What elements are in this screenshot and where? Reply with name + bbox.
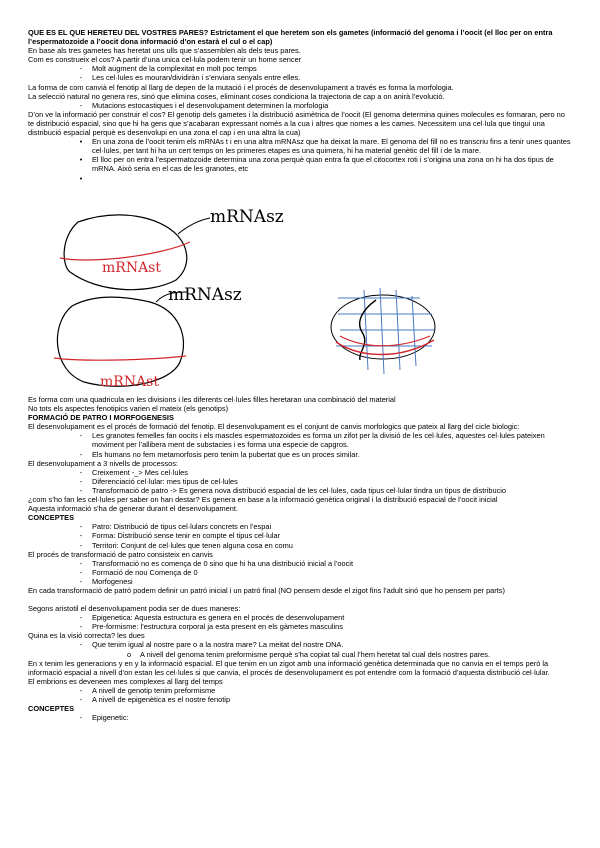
notes-top-section [28,28,572,183]
bullet-marker: - [79,522,83,532]
hand-drawn-figure [40,198,560,390]
bullet-marker: - [79,713,83,723]
bullet-marker: - [79,531,83,541]
bullet-marker: - [79,558,83,568]
list-item-text: El lloc per on entra l’espermatozoide determina una zona perquè quan entra fa que el citocortex roti i s’origina una zona on hi ha dos tipus de mRNA. Això seria en el cas de les granotes, etc [92,155,554,174]
grid-diagram [331,288,435,374]
list-item [28,101,572,110]
bullet-marker: • [79,155,83,165]
list-item-text: A nivell de epigenètica es el nostre fenotip [92,695,231,704]
list-item [28,568,572,577]
hand-label: mRNAst [102,260,161,276]
hand-label: mRNAst [100,374,159,390]
paragraph: El procés de transformació de patro consisteix en canvis [28,549,213,559]
paragraph: En x tenim les generacions y en y la informació espacial. El que tenim en un zigot amb una informació genètica determinada que no canvia en el temps però la informació espacial a nivell d’on estan les cel·lules si que canvia, el procés de desenvolupament es pot entendre com la formació d’aquesta distribució cel·lular. [28,658,550,677]
label-pointer-top [178,218,210,234]
list-item-text: En una zona de l’oocit tenim els mRNAs t i en una altra mRNAsz que ha deixat la mare. El genoma del fill no es transcriu fins a tenir unes quantes cel·lules, per tant hi ha un cert temps on les primeres etapes es una quimera, hi ha material genètic del fill i de la mare. [92,137,571,156]
list-item [28,73,572,82]
paragraph: Segons aristotil el desenvolupament podia ser de dues maneres: [28,604,241,614]
list-item-text: Transformació no es comença de 0 sino que hi ha una distribució inicial a l’oocit [92,558,354,568]
bullet-marker: - [79,476,83,486]
bullet-marker: - [79,100,83,110]
bullet-marker: - [79,467,83,477]
paragraph: Com es construeix el cos? A partir d’una unica cel·lula podem tenir un home sencer [28,55,302,65]
list-item-text: Mutacions estocastiques i el desenvolupament determinen la morfologia [92,100,329,110]
cell-divide-line-top [60,242,190,260]
list-item-text: Epigenetica: Aquesta estructura es genera en el procés de desenvolupament [92,613,345,623]
notes-bottom-section [28,395,572,722]
bullet-marker: - [79,64,83,74]
cell-divide-line-bottom [54,356,186,360]
list-item-text: Diferenciació cel·lular: mes tipus de cel·lules [92,476,238,486]
list-item-text: Formació de nou Comença de 0 [92,567,198,577]
list-item [28,477,572,486]
list-item [28,155,572,173]
spacer [28,595,572,604]
list-item-text: A nivell de genotip tenim preformisme [92,685,216,695]
list-item [28,577,572,586]
paragraph: El embrions es deveneen mes complexes al llarg del temps [28,676,223,686]
hand-label: mRNAsz [210,207,284,227]
bullet-marker: - [79,685,83,695]
list-item [28,686,572,695]
hand-label: mRNAsz [168,285,242,305]
list-item [28,531,572,540]
paragraph: El desenvolupament es el procés de formació del fenotip. El desenvolupament es el conjunt de canvis morfologics que pateix al llarg del cicle biologic: [28,422,520,432]
list-item [28,486,572,495]
list-item-text: Territori: Conjunt de cel·lules que tenen alguna cosa en comu [92,540,293,550]
list-item [28,713,572,722]
list-item [28,64,572,73]
paragraph: No tots els aspectes fenotipics varien el mateix (els genotips) [28,404,229,414]
heading-line: CONCEPTES [28,704,74,714]
list-item-text: Forma: Distribució sense tenir en compte el tipus cel·lular [92,531,281,541]
bullet-marker: - [79,73,83,83]
list-item [28,541,572,550]
heading-line: QUE ES EL QUE HERETEU DEL VOSTRES PARES? Estrictament el que heretem son els gametes (informació del genoma i l’oocit (el lloc per on entra l’espermatozoide a l’oocit dona informació d’on estarà el cul o el cap) [28,28,553,47]
list-item-text: Les granotes femelles fan oocits i els mascles espermatozoides es forma un zifot per la divisió de les cel·lules, aquestes cel·lules pateixen moviment per l’allibera ment de substacies i es forma una especie de capgros. [92,431,545,450]
bullet-marker: - [79,431,83,441]
paragraph: ¿com s’ho fan les cel·lules per saber on han destar? Es genera en base a la informació genètica original i la distribució espacial de l’oocit inicial [28,495,498,505]
list-item [28,468,572,477]
list-item [28,622,572,631]
bullet-marker: - [79,640,83,650]
list-item [28,431,572,449]
bullet-marker: - [79,540,83,550]
cell-outline-bottom [57,297,183,386]
list-item-text: Transformació de patro -> Es genera nova distribució espacial de les cel·lules, cada tipus cel·lular tindra un tipus de distribucio [92,485,507,495]
bullet-marker: - [79,613,83,623]
bullet-marker: - [79,576,83,586]
bullet-marker: • [79,173,83,183]
list-item [28,695,572,704]
paragraph: La selecció natural no genera res, sinó que elimina coses, eliminant coses condiciona la trajectoria de cap a on anirà l’evolució. [28,91,445,101]
list-item-text: Pre-formisme: l’estructura corporal ja esta present en els gàmetes masculins [92,622,343,632]
paragraph: Quina es la visió correcta? les dues [28,631,145,641]
list-item [28,522,572,531]
cell-outline-top [64,215,187,290]
paragraph: D’on ve la informació per construir el cos? El genotip dels gametes i la distribució asimètrica de l’oocit (El genoma determina quines molecules es formaran, pero no te distribució espacial, sino que hi ha gens que s’acabaran expressant només a la cua i altres que nomes a les cames. Necessitem una cel·lula que tingui una distribució espacial perquè es desenvolupi en una zona el cap i en una altra la cua) [28,109,565,138]
list-item [28,640,572,649]
paragraph: En base als tres gametes has heretat uns ulls que s’assemblen als dels teus pares. [28,46,301,56]
heading-line: CONCEPTES [28,513,74,523]
list-item-text: Creixement -_> Mes cel·lules [92,467,188,477]
heading-line: FORMACIÓ DE PATRO I MORFOGENESIS [28,413,174,423]
bullet-marker: - [79,695,83,704]
bullet-marker: o [126,649,132,659]
bullet-marker: - [79,567,83,577]
list-item-text: Els humans no fem metamorfosis pero tenim la pubertat que es un proces similar. [92,449,360,459]
list-item-text: Les cel·lules es mouran/dividiràn i s’enviara senyals entre elles. [92,73,301,83]
list-item-text: Patro: Distribució de tipus cel·lulars concrets en l’espai [92,522,272,532]
list-item [28,137,572,155]
list-item-text: Molt augment de la complexitat en molt poc temps [92,64,257,74]
paragraph: El desenvolupament a 3 nivells de processos: [28,458,178,468]
list-item [28,450,572,459]
paragraph: La forma de com canvià el fenotip al llarg de depen de la mutació i el procés de desenvolupament a través es forma la morfologia. [28,82,454,92]
list-item-text: Epigenetic: [92,713,129,723]
bullet-marker: - [79,449,83,459]
bullet-marker: - [79,622,83,632]
list-item [28,559,572,568]
list-item-text: Morfogenesi [92,576,133,586]
paragraph: Aquesta informació s’ha de generar durant el desenvolupament. [28,504,238,514]
list-item [28,613,572,622]
list-item-text: A nivell del genoma tenim preformisme perquè s’ha copiat tal cual l’hem heretat tal cual dels nostres pares. [140,649,491,659]
list-item-text: Que tenim igual al nostre pare o a la nostra mare? La meitat del nostre DNA. [92,640,344,650]
list-item [28,650,572,659]
bullet-marker: • [79,137,83,147]
bullet-marker: - [79,485,83,495]
paragraph: Es forma com una quadricula en les divisions i les diferents cel·lules filles heretaran una combinació del material [28,395,396,404]
paragraph: En cada transformació de patró podem definir un patró inicial i un patró final (NO pensem desde el zigot fins l’adult sinó que ho pensem per parts) [28,585,505,595]
